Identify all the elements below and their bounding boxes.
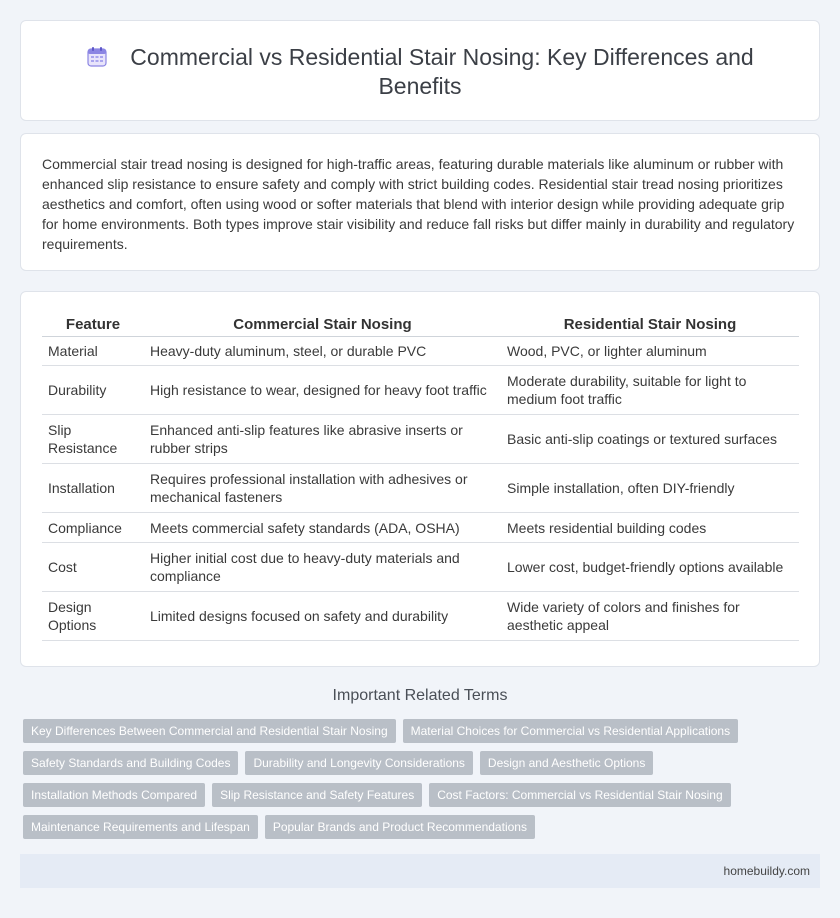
comparison-table xyxy=(42,314,799,641)
row-commercial: Limited designs focused on safety and durability xyxy=(144,592,501,641)
intro-paragraph: Commercial stair tread nosing is designed for high-traffic areas, featuring durable materials like aluminum or rubber with enhanced slip resistance to ensure safety and comply with strict building codes. Residential stair tread nosing prioritizes aesthetics and comfort, often using wood or softer materials that blend with interior design while providing adequate grip for home environments. Both types improve stair visibility and reduce fall risks but differ mainly in durability and regulatory requirements. xyxy=(42,156,795,252)
tag-row xyxy=(23,815,823,839)
calendar-icon xyxy=(86,46,108,68)
related-term-tag[interactable]: Installation Methods Compared xyxy=(23,783,205,807)
related-term-tag[interactable]: Durability and Longevity Considerations xyxy=(245,751,472,775)
tag-row xyxy=(23,783,823,807)
tag-row xyxy=(23,719,823,743)
row-commercial: Requires professional installation with adhesives or mechanical fasteners xyxy=(144,464,501,513)
related-term-tag[interactable]: Key Differences Between Commercial and Residential Stair Nosing xyxy=(23,719,396,743)
header-feature: Feature xyxy=(42,314,144,337)
related-term-tag[interactable]: Material Choices for Commercial vs Residential Applications xyxy=(403,719,738,743)
row-commercial: High resistance to wear, designed for heavy foot traffic xyxy=(144,366,501,415)
related-term-tag[interactable]: Popular Brands and Product Recommendations xyxy=(265,815,535,839)
title-card xyxy=(20,20,820,121)
intro-card xyxy=(20,133,820,271)
table-row xyxy=(42,415,799,464)
row-residential: Wide variety of colors and finishes for aesthetic appeal xyxy=(501,592,799,641)
comparison-card xyxy=(20,291,820,667)
row-feature: Material xyxy=(42,337,144,366)
row-commercial: Meets commercial safety standards (ADA, OSHA) xyxy=(144,513,501,543)
related-term-tag[interactable]: Maintenance Requirements and Lifespan xyxy=(23,815,258,839)
table-row xyxy=(42,366,799,415)
row-residential: Meets residential building codes xyxy=(501,513,799,543)
table-row xyxy=(42,464,799,513)
row-feature: Compliance xyxy=(42,513,144,543)
page-title: Commercial vs Residential Stair Nosing: Key Differences and Benefits xyxy=(130,44,754,99)
row-residential: Wood, PVC, or lighter aluminum xyxy=(501,337,799,366)
row-commercial: Higher initial cost due to heavy-duty materials and compliance xyxy=(144,543,501,592)
row-feature: Durability xyxy=(42,366,144,415)
footer xyxy=(20,854,820,888)
row-feature: Installation xyxy=(42,464,144,513)
row-residential: Lower cost, budget-friendly options available xyxy=(501,543,799,592)
row-residential: Simple installation, often DIY-friendly xyxy=(501,464,799,513)
table-header-row xyxy=(42,314,799,337)
header-commercial: Commercial Stair Nosing xyxy=(144,314,501,337)
related-terms-heading: Important Related Terms xyxy=(332,687,508,704)
footer-site-link[interactable]: homebuildy.com xyxy=(723,864,810,878)
related-term-tag[interactable]: Cost Factors: Commercial vs Residential Stair Nosing xyxy=(429,783,730,807)
table-row xyxy=(42,513,799,543)
row-residential: Basic anti-slip coatings or textured surfaces xyxy=(501,415,799,464)
row-feature: Cost xyxy=(42,543,144,592)
row-feature: Design Options xyxy=(42,592,144,641)
page-title-wrap xyxy=(61,43,779,101)
row-feature: Slip Resistance xyxy=(42,415,144,464)
related-term-tag[interactable]: Design and Aesthetic Options xyxy=(480,751,653,775)
row-commercial: Enhanced anti-slip features like abrasive inserts or rubber strips xyxy=(144,415,501,464)
tag-row xyxy=(23,751,823,775)
table-row xyxy=(42,337,799,366)
related-term-tag[interactable]: Safety Standards and Building Codes xyxy=(23,751,238,775)
table-row xyxy=(42,543,799,592)
related-terms-list xyxy=(23,719,823,847)
header-residential: Residential Stair Nosing xyxy=(501,314,799,337)
row-commercial: Heavy-duty aluminum, steel, or durable PVC xyxy=(144,337,501,366)
row-residential: Moderate durability, suitable for light to medium foot traffic xyxy=(501,366,799,415)
table-row xyxy=(42,592,799,641)
related-term-tag[interactable]: Slip Resistance and Safety Features xyxy=(212,783,422,807)
